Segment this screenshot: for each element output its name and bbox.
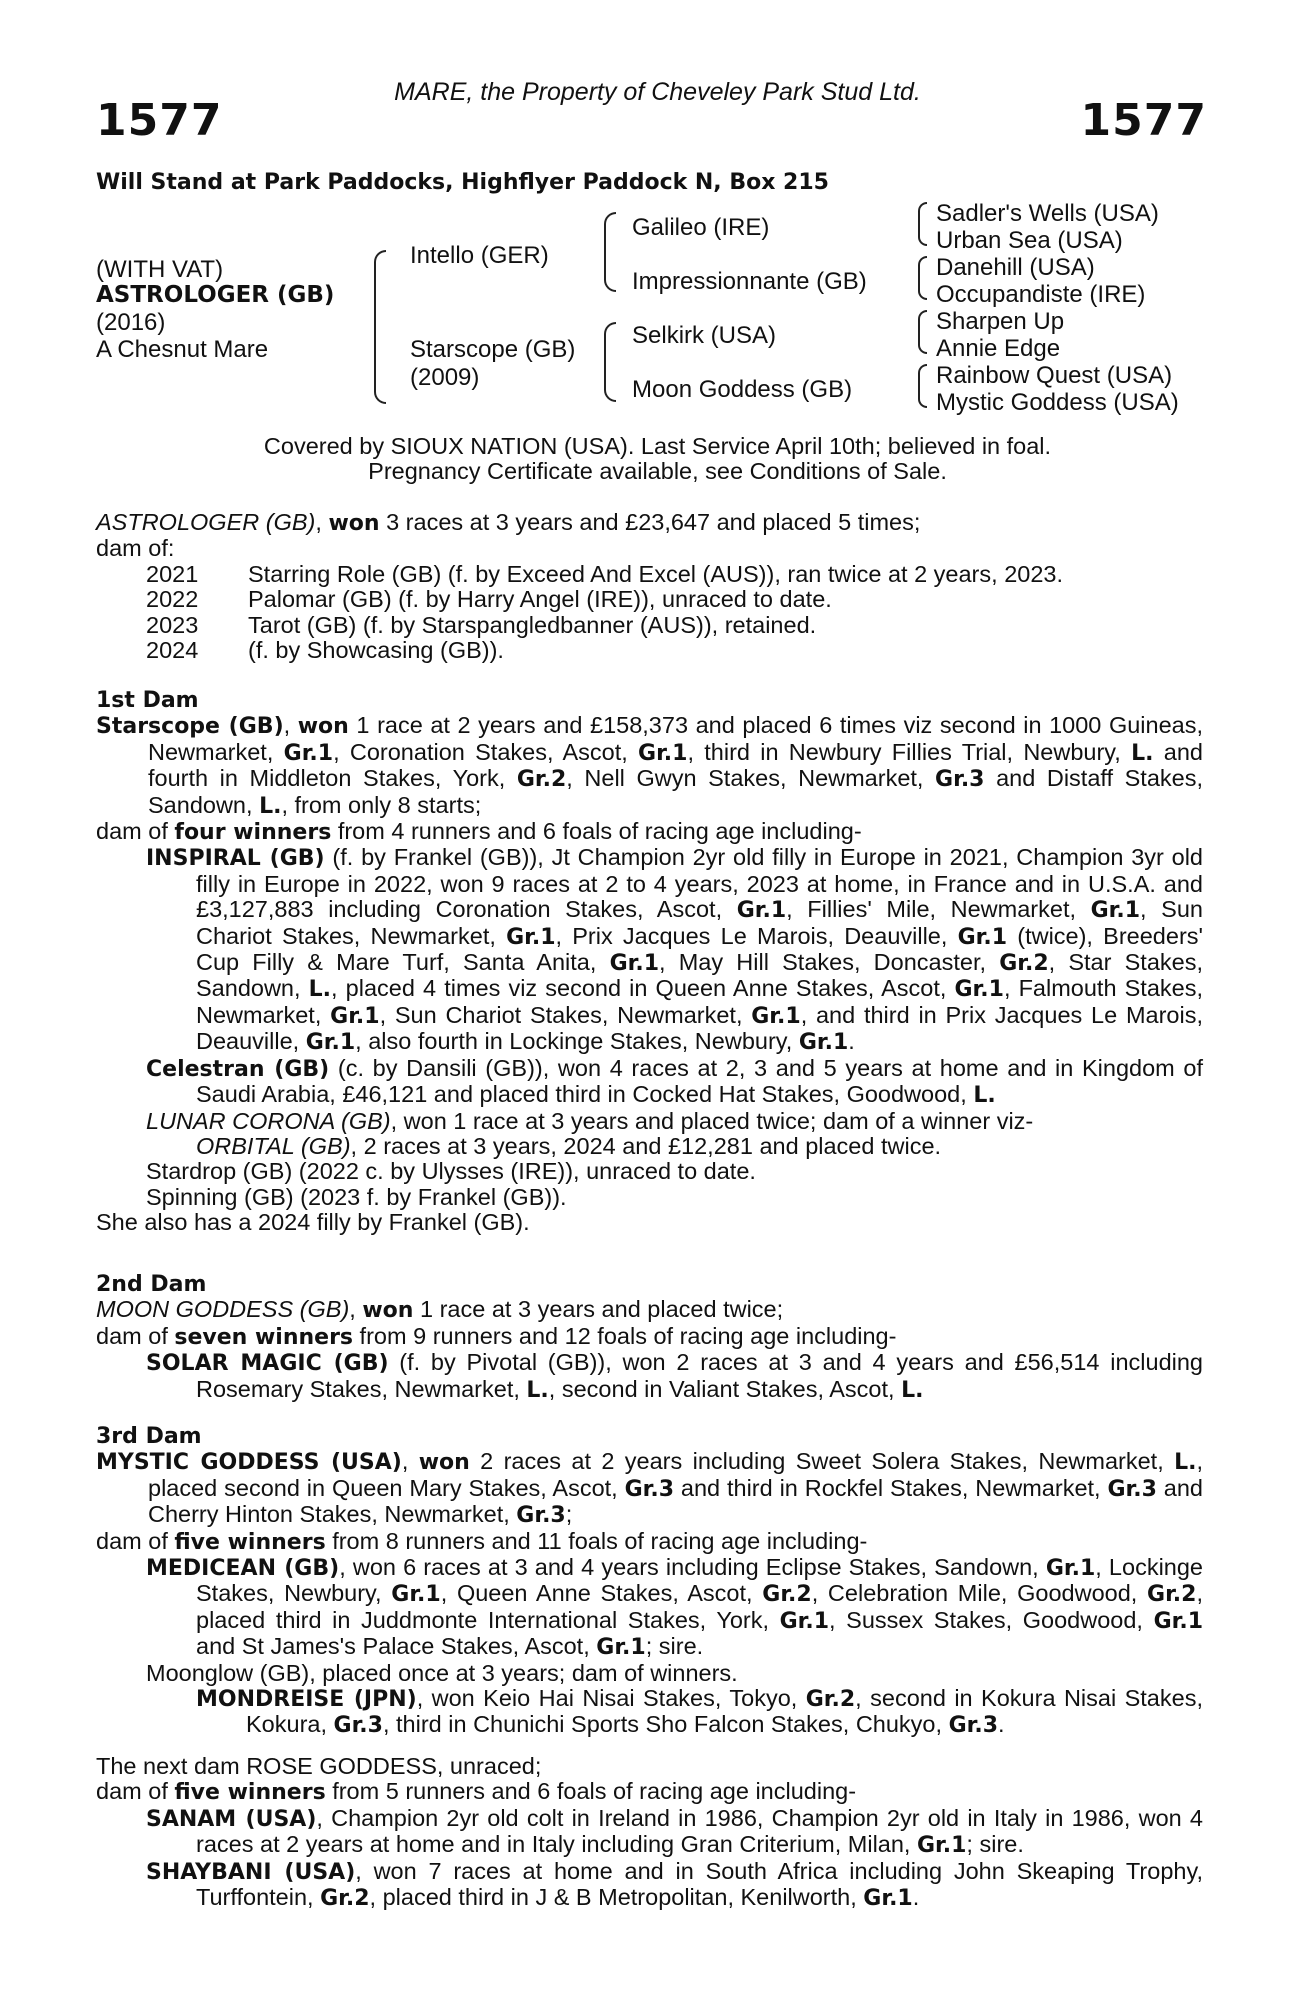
dam-of-line: dam of seven winners from 9 runners and 12 foals of racing age including- xyxy=(96,1322,897,1350)
pedigree-brace-dd xyxy=(918,364,927,408)
pedigree-brace-ds xyxy=(918,310,927,354)
pedigree-brace-ss xyxy=(918,202,927,246)
vat-label: (WITH VAT) xyxy=(96,256,224,283)
third-dam-section xyxy=(96,1424,1203,1739)
first-dam-record: Starscope (GB), won 1 race at 2 years and £158,373 and placed 6 times viz second in 1000 Guineas, Newmarket, Gr.1, Coronation Stakes, Ascot, Gr.1, third in Newbury Fillies Trial, Newbury, L. and fourth in Middleton Stakes, York, Gr.2, Nell Gwyn Stakes, Newmarket, Gr.3 and Distaff Stakes, Sandown, L., from only 8 starts; xyxy=(96,712,1203,819)
second-dam-record: MOON GODDESS (GB), won 1 race at 3 years and placed twice; xyxy=(96,1296,784,1324)
second-dam-section xyxy=(96,1272,1203,1403)
dam-sire-dam: Annie Edge xyxy=(936,335,1061,362)
progeny-row: 2023 Tarot (GB) (f. by Starspangledbanner (AUS)), retained. xyxy=(146,611,817,638)
covered-line: Covered by SIOUX NATION (USA). Last Service April 10th; believed in foal. xyxy=(263,433,1052,459)
location-line: Will Stand at Park Paddocks, Highflyer Paddock N, Box 215 xyxy=(96,170,829,195)
lot-number-right: 1577 xyxy=(1080,95,1207,146)
dam-dam-dam: Mystic Goddess (USA) xyxy=(936,389,1179,416)
dam-dam-sire: Rainbow Quest (USA) xyxy=(936,362,1173,389)
pedigree-brace-sd xyxy=(918,256,927,300)
lot-number-left: 1577 xyxy=(96,95,223,146)
produce-celestran: Celestran (GB) (c. by Dansili (GB)), won 4 races at 2, 3 and 5 years at home and in Kingdom of Saudi Arabia, £46,121 and placed third in Cocked Hat Stakes, Goodwood, L. xyxy=(146,1054,1204,1109)
produce-inspiral: INSPIRAL (GB) (f. by Frankel (GB)), Jt Champion 2yr old filly in Europe in 2021, Champion 3yr old filly in Europe in 2022, won 9 races at 2 to 4 years, 2023 at home, in France and in U.S.A. and £3,127,883 including Coronation Stakes, Ascot, Gr.1, Fillies' Mile, Newmarket, Gr.1, Sun Chariot Stakes, Newmarket, Gr.1, Prix Jacques Le Marois, Deauville, Gr.1 (twice), Breeders' Cup Filly & Mare Turf, Santa Anita, Gr.1, May Hill Stakes, Doncaster, Gr.2, Star Stakes, Sandown, L., placed 4 times viz second in Queen Anne Stakes, Ascot, Gr.1, Falmouth Stakes, Newmarket, Gr.1, Sun Chariot Stakes, Newmarket, Gr.1, and third in Prix Jacques Le Marois, Deauville, Gr.1, also fourth in Lockinge Stakes, Newbury, Gr.1. xyxy=(146,844,1204,1056)
section-heading: 1st Dam xyxy=(96,688,199,713)
next-dam-section xyxy=(96,1754,1203,1911)
dam-of-label: dam of: xyxy=(96,535,175,562)
dam-of-line: dam of five winners from 8 runners and 11 foals of racing age including- xyxy=(96,1527,868,1555)
dam-dam: Moon Goddess (GB) xyxy=(632,376,853,403)
horse-description: A Chesnut Mare xyxy=(96,336,269,363)
sire-sire-sire: Sadler's Wells (USA) xyxy=(936,200,1159,227)
third-dam-record: MYSTIC GODDESS (USA), won 2 races at 2 years including Sweet Solera Stakes, Newmarket, L., placed second in Queen Mary Stakes, Ascot, Gr.3 and third in Rockfel Stakes, Newmarket, Gr.3 and Cherry Hinton Stakes, Newmarket, Gr.3; xyxy=(96,1448,1203,1529)
dam-sire: Selkirk (USA) xyxy=(632,322,777,349)
grand-produce-mondreise: MONDREISE (JPN), won Keio Hai Nisai Stakes, Tokyo, Gr.2, second in Kokura Nisai Stakes, Kokura, Gr.3, third in Chunichi Sports Sho Falcon Stakes, Chukyo, Gr.3. xyxy=(196,1685,1203,1739)
section-heading: 2nd Dam xyxy=(96,1272,207,1297)
sire-dam-dam: Occupandiste (IRE) xyxy=(936,281,1146,308)
produce-solar-magic: SOLAR MAGIC (GB) (f. by Pivotal (GB)), won 2 races at 3 and 4 years and £56,514 including Rosemary Stakes, Newmarket, L., second in Valiant Stakes, Ascot, L. xyxy=(146,1349,1204,1403)
progeny-row: 2024 (f. by Showcasing (GB)). xyxy=(146,637,504,664)
also-line: She also has a 2024 filly by Frankel (GB). xyxy=(96,1209,530,1236)
dam-of-line: dam of four winners from 4 runners and 6 foals of racing age including- xyxy=(96,818,862,846)
sire-sire-dam: Urban Sea (USA) xyxy=(936,227,1123,254)
produce-stardrop: Stardrop (GB) (2022 c. by Ulysses (IRE)), unraced to date. xyxy=(146,1158,756,1185)
produce-shaybani: SHAYBANI (USA), won 7 races at home and in South Africa including John Skeaping Trophy, Turffontein, Gr.2, placed third in J & B Metropolitan, Kenilworth, Gr.1. xyxy=(146,1857,1203,1912)
section-heading: 3rd Dam xyxy=(96,1424,202,1449)
pregnancy-line: Pregnancy Certificate available, see Conditions of Sale. xyxy=(368,458,947,484)
progeny-row: 2021 Starring Role (GB) (f. by Exceed And Excel (AUS)), ran twice at 2 years, 2023. xyxy=(146,560,1063,587)
grand-produce-orbital: ORBITAL (GB), 2 races at 3 years, 2024 and £12,281 and placed twice. xyxy=(196,1132,942,1159)
pedigree-brace-dam xyxy=(604,322,616,402)
dam-year: (2009) xyxy=(410,364,480,391)
dam: Starscope (GB) xyxy=(410,336,576,363)
mare-name: ASTROLOGER (GB) xyxy=(96,509,316,535)
sire: Intello (GER) xyxy=(410,242,549,269)
horse-year: (2016) xyxy=(96,309,166,336)
produce-moonglow: Moonglow (GB), placed once at 3 years; dam of winners. xyxy=(146,1659,738,1686)
mare-record: ASTROLOGER (GB), won 3 races at 3 years and £23,647 and placed 5 times; dam of: 2021 Starring Role (GB) (f. by Exceed And Excel (AUS)), ran twice at 2 years, 2023. 2022 Palomar (GB) (f. by Harry Angel (IRE)), unraced to date. 2023 Tarot (GB) (f. by Starspangledbanner (AUS)), retained. 2024 (f. by Showcasing (GB)). xyxy=(96,510,1203,663)
first-dam-section xyxy=(96,688,1203,1236)
sire-dam-sire: Danehill (USA) xyxy=(936,254,1095,281)
progeny-row: 2022 Palomar (GB) (f. by Harry Angel (IRE)), unraced to date. xyxy=(146,586,832,613)
horse-name: ASTROLOGER (GB) xyxy=(96,282,335,308)
next-dam-line: The next dam ROSE GODDESS, unraced; xyxy=(96,1753,542,1779)
dam-of-line: dam of five winners from 5 runners and 6 foals of racing age including- xyxy=(96,1778,857,1806)
produce-lunar-corona: LUNAR CORONA (GB), won 1 race at 3 years and placed twice; dam of a winner viz- xyxy=(146,1107,1034,1134)
sire-dam: Impressionnante (GB) xyxy=(632,268,867,295)
pedigree-brace-main xyxy=(374,250,386,404)
produce-spinning: Spinning (GB) (2023 f. by Frankel (GB)). xyxy=(146,1183,567,1210)
produce-medicean: MEDICEAN (GB), won 6 races at 3 and 4 years including Eclipse Stakes, Sandown, Gr.1, Lockinge Stakes, Newbury, Gr.1, Queen Anne Stakes, Ascot, Gr.2, Celebration Mile, Goodwood, Gr.2, placed third in Juddmonte International Stakes, York, Gr.1, Sussex Stakes, Goodwood, Gr.1 and St James's Palace Stakes, Ascot, Gr.1; sire. xyxy=(146,1554,1204,1661)
owner-line: MARE, the Property of Cheveley Park Stud Ltd. xyxy=(394,78,921,106)
dam-sire-sire: Sharpen Up xyxy=(936,308,1065,335)
produce-sanam: SANAM (USA), Champion 2yr old colt in Ireland in 1986, Champion 2yr old in Italy in 1986, won 4 races at 2 years at home and in Italy including Gran Criterium, Milan, Gr.1; sire. xyxy=(146,1804,1203,1859)
sire-sire: Galileo (IRE) xyxy=(632,214,770,241)
pedigree-brace-sire xyxy=(604,212,616,292)
